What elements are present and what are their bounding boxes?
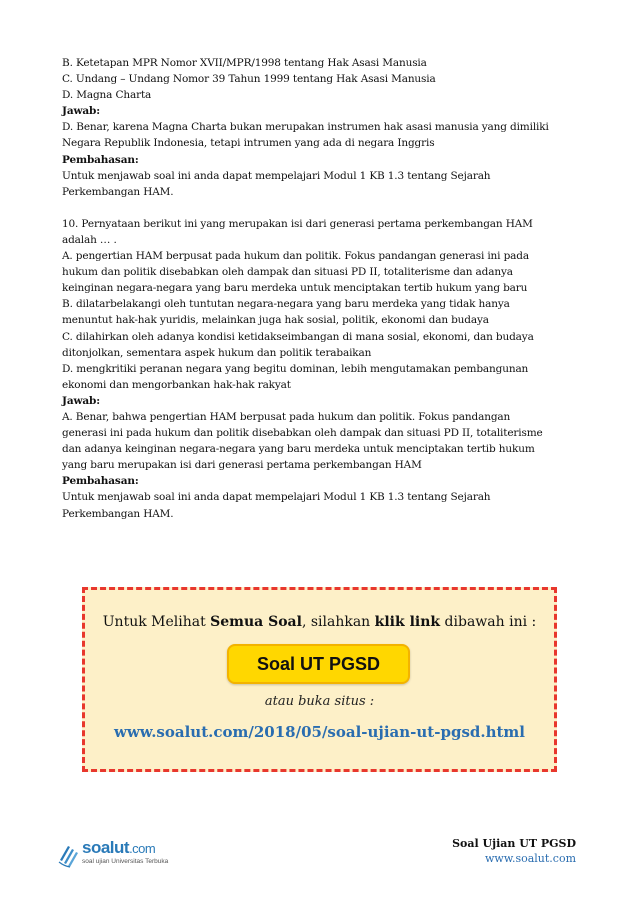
text-line: D. mengkritiki peranan negara yang begitu dominan, lebih mengutamakan pembangunan [62,362,529,375]
text-line: D. Benar, karena Magna Charta bukan merupakan instrumen hak asasi manusia yang dimiliki [62,121,549,134]
section-heading: Jawab: [62,105,100,118]
text-line: C. Undang – Undang Nomor 39 Tahun 1999 tentang Hak Asasi Manusia [62,73,436,86]
text-line: ekonomi dan mengorbankan hak-hak rakyat [62,378,291,391]
promo-url-link[interactable]: www.soalut.com/2018/05/soal-ujian-ut-pgsd.html [113,723,525,741]
section-heading: Jawab: [62,394,100,407]
text-line: dan adanya keinginan negara-negara yang baru merdeka untuk menciptakan tertib hukum [62,443,535,456]
text-line: B. dilatarbelakangi oleh tuntutan negara-negara yang baru merdeka yang tidak hanya [62,298,510,311]
text-line: Perkembangan HAM. [62,507,174,520]
text-line: B. Ketetapan MPR Nomor XVII/MPR/1998 tentang Hak Asasi Manusia [62,57,427,69]
text-line: adalah … . [62,233,117,246]
text-line: generasi ini pada hukum dan politik disebabkan oleh dampak dan situasi PD II, totaliterisme [62,427,543,440]
logo-brand: soalut.com [82,838,156,857]
text-line: 10. Pernyataan berikut ini yang merupakan isi dari generasi pertama perkembangan HAM [62,217,533,230]
promo-text-bold: klik link [374,614,441,630]
text-line: keinginan negara-negara yang baru merdeka untuk menciptakan tertib hukum yang baru [62,282,528,295]
text-line: Negara Republik Indonesia, tetapi intrumen yang ada di negara Inggris [62,137,435,150]
logo-tagline: soal ujian Universitas Terbuka [82,858,169,865]
text-line: A. pengertian HAM berpusat pada hukum dan politik. Fokus pandangan generasi ini pada [62,250,529,263]
soalut-logo [58,838,188,870]
page-footer [452,836,576,866]
text-line: Untuk menjawab soal ini anda dapat mempelajari Modul 1 KB 1.3 tentang Sejarah [62,491,491,504]
text-line: ditonjolkan, sementara aspek hukum dan politik terabaikan [62,346,372,359]
document-body [62,55,592,522]
section-heading: Pembahasan: [62,153,139,166]
text-line: Untuk menjawab soal ini anda dapat mempelajari Modul 1 KB 1.3 tentang Sejarah [62,169,491,182]
promo-text: , silahkan [301,614,375,630]
promo-instruction [85,614,554,630]
blank-line [62,200,592,216]
footer-title: Soal Ujian UT PGSD [452,837,576,850]
text-line: Perkembangan HAM. [62,185,174,198]
text-line: yang baru merupakan isi dari generasi pertama perkembangan HAM [62,459,422,472]
section-heading: Pembahasan: [62,475,139,488]
text-line: D. Magna Charta [62,89,152,102]
promo-text-bold: Semua Soal [210,614,302,630]
soal-ut-pgsd-button[interactable]: Soal UT PGSD [227,644,410,684]
text-line: menuntut hak-hak yuridis, melainkan juga hak sosial, politik, ekonomi dan budaya [62,314,489,327]
text-line: C. dilahirkan oleh adanya kondisi ketidakseimbangan di mana sosial, ekonomi, dan budaya [62,330,534,343]
book-stack-icon [58,838,80,868]
promo-alt-text: atau buka situs : [264,694,375,709]
promo-text: Untuk Melihat [102,614,211,630]
text-line: hukum dan politik disebabkan oleh dampak dan situasi PD II, totaliterisme dan adanya [62,266,513,279]
footer-url-link[interactable]: www.soalut.com [485,852,576,865]
promo-box [82,587,557,772]
promo-text: dibawah ini : [440,614,537,630]
text-line: A. Benar, bahwa pengertian HAM berpusat pada hukum dan politik. Fokus pandangan [62,410,511,423]
